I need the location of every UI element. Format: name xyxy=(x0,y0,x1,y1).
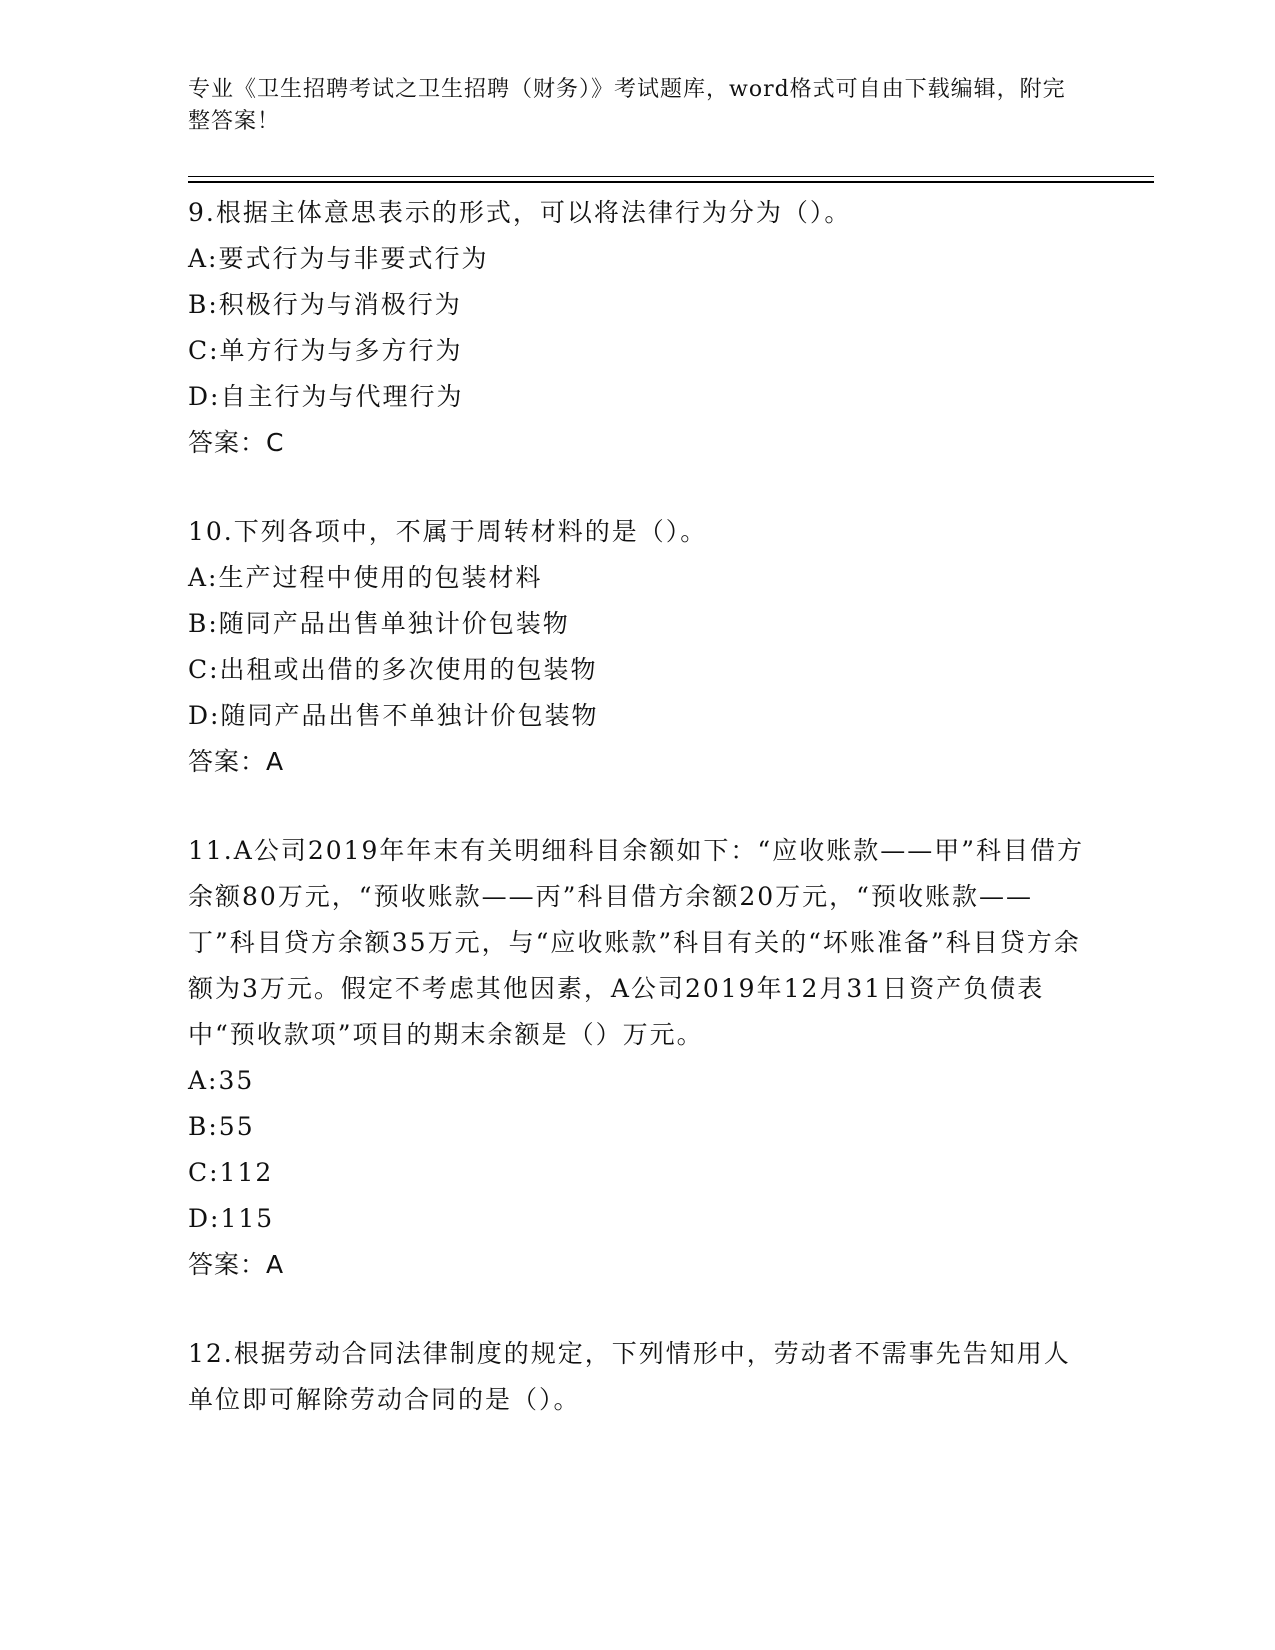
document-header: 专业《卫生招聘考试之卫生招聘（财务）》考试题库，word格式可自由下载编辑，附完整答案！ xyxy=(188,77,1066,134)
option-a: A:生产过程中使用的包装材料 xyxy=(188,563,543,592)
answer-label: 答案：A xyxy=(188,1250,285,1279)
question-text: 10.下列各项中，不属于周转材料的是（）。 xyxy=(188,517,708,546)
option-b: B:随同产品出售单独计价包装物 xyxy=(188,609,570,638)
option-c: C:112 xyxy=(188,1158,274,1187)
option-d: D:随同产品出售不单独计价包装物 xyxy=(188,701,599,730)
question-9 xyxy=(188,190,1088,466)
option-a: A:要式行为与非要式行为 xyxy=(188,244,489,273)
question-11 xyxy=(188,828,1088,1288)
answer-label: 答案：A xyxy=(188,747,285,776)
option-b: B:55 xyxy=(188,1112,255,1141)
question-text: 9.根据主体意思表示的形式，可以将法律行为分为（）。 xyxy=(188,198,852,227)
question-text: 12.根据劳动合同法律制度的规定，下列情形中，劳动者不需事先告知用人单位即可解除劳动合同的是（）。 xyxy=(188,1339,1071,1414)
question-text: 11.A公司2019年年末有关明细科目余额如下：“应收账款——甲”科目借方余额80万元，“预收账款——丙”科目借方余额20万元，“预收账款——丁”科目贷方余额35万元，与“应收账款”科目有关的“坏账准备”科目贷方余额为3万元。假定不考虑其他因素，A公司2019年12月31日资产负债表中“预收款项”项目的期末余额是（）万元。 xyxy=(188,836,1084,1049)
question-10 xyxy=(188,509,1088,785)
option-b: B:积极行为与消极行为 xyxy=(188,290,462,319)
option-d: D:115 xyxy=(188,1204,275,1233)
header-divider-thin xyxy=(188,176,1154,177)
question-12 xyxy=(188,1331,1088,1423)
option-c: C:出租或出借的多次使用的包装物 xyxy=(188,655,598,684)
header-divider-thick xyxy=(188,181,1154,183)
answer-label: 答案：C xyxy=(188,428,285,457)
option-c: C:单方行为与多方行为 xyxy=(188,336,463,365)
question-list xyxy=(188,190,1088,1466)
option-a: A:35 xyxy=(188,1066,255,1095)
option-d: D:自主行为与代理行为 xyxy=(188,382,464,411)
